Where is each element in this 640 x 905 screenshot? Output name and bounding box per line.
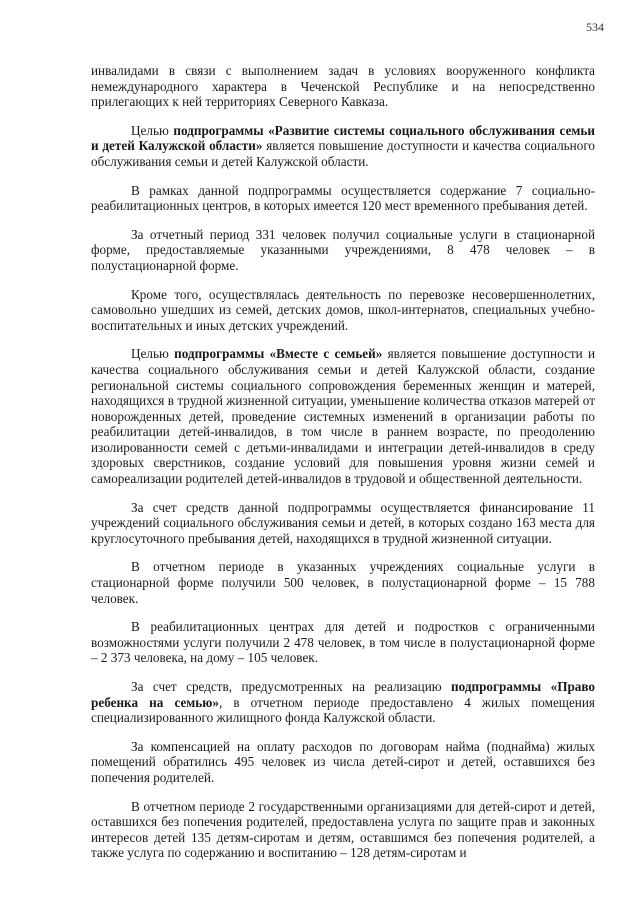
paragraph: [91, 799, 595, 861]
text-run: инвалидами в связи с выполнением задач в условиях вооруженного конфликта немеждународного характера в Чеченской Республике и на непосредственно прилегающих к ней территориях Северного Кавказа.: [91, 63, 595, 110]
paragraph: [91, 227, 595, 274]
paragraph: [91, 123, 595, 170]
text-run: За счет средств данной подпрограммы осуществляется финансирование 11 учреждений социального обслуживания семьи и детей, в которых создано 163 места для круглосуточного пребывания детей, находящихся в трудной жизненной ситуации.: [91, 499, 595, 546]
text-run: является повышение доступности и качества социального обслуживания семьи и детей Калужской области, создание региональной системы социального сопровождения беременных женщин и матерей, находящихся в трудной жизненной ситуации, уменьшение количества отказов матерей от новорожденных детей, проведение системных изменений в организации работы по реабилитации детей-инвалидов, в том числе в раннем возрасте, по преодолению изолированности семей с детьми-инвалидами и интеграции детей-инвалидов в среду здоровых сверстников, создание условий для повышения уровня жизни семей и самореализации родителей детей-инвалидов в трудовой и общественной деятельности.: [91, 346, 596, 487]
paragraph: [91, 500, 595, 547]
paragraph: [91, 679, 595, 726]
paragraph: [91, 287, 595, 334]
text-run: В отчетном периоде в указанных учреждениях социальные услуги в стационарной форме получили 500 человек, в полустационарной форме – 15 788 человек.: [91, 559, 595, 606]
paragraph: [91, 739, 595, 786]
text-run: В отчетном периоде 2 государственными организациями для детей-сирот и детей, оставшихся без попечения родителей, предоставлена услуга по защите прав и законных интересов детей 135 детям-сиротам и детям, оставшимся без попечения родителей, а также услуга по содержанию и воспитанию – 128 детям-сиротам и: [91, 798, 595, 861]
text-run: В реабилитационных центрах для детей и подростков с ограниченными возможностями услуги получили 2 478 человек, в том числе в полустационарной форме – 2 373 человека, на дому – 105 человек.: [91, 619, 595, 666]
page-number: 534: [586, 20, 604, 34]
paragraph: [91, 559, 595, 606]
text-run: За отчетный период 331 человек получил социальные услуги в стационарной форме, предоставляемые указанными учреждениями, 8 478 человек – в полустационарной форме.: [91, 226, 595, 273]
text-run: Целью: [131, 346, 175, 362]
paragraph: [91, 346, 595, 486]
paragraph: [91, 183, 595, 214]
text-run: В рамках данной подпрограммы осуществляется содержание 7 социально-реабилитационных центров, в которых имеется 120 мест временного пребывания детей.: [91, 182, 595, 214]
text-run: , в отчетном периоде предоставлено 4 жилых помещения специализированного жилищного фонда Калужской области.: [91, 694, 595, 726]
subprogram-title: подпрограммы «Развитие системы социального обслуживания семьи и детей Калужской области»: [91, 122, 595, 154]
subprogram-title: подпрограммы «Вместе с семьей»: [174, 346, 383, 362]
subprogram-title: подпрограммы «Право ребенка на семью»: [91, 679, 596, 710]
paragraph: [91, 619, 595, 666]
text-run: Целью: [131, 122, 174, 138]
text-run: Кроме того, осуществлялась деятельность по перевозке несовершеннолетних, самовольно ушедших из семей, детских домов, школ-интернатов, специальных учебно-воспитательных и иных детских учреждений.: [91, 286, 595, 333]
text-run: За компенсацией на оплату расходов по договорам найма (поднайма) жилых помещений обратились 495 человек из числа детей-сирот и детей, оставшихся без попечения родителей.: [91, 738, 595, 785]
text-run: является повышение доступности и качества социального обслуживания семьи и детей Калужской области.: [91, 138, 595, 169]
document-body: [91, 63, 595, 874]
text-run: За счет средств, предусмотренных на реализацию: [131, 679, 452, 694]
paragraph: [91, 63, 595, 110]
